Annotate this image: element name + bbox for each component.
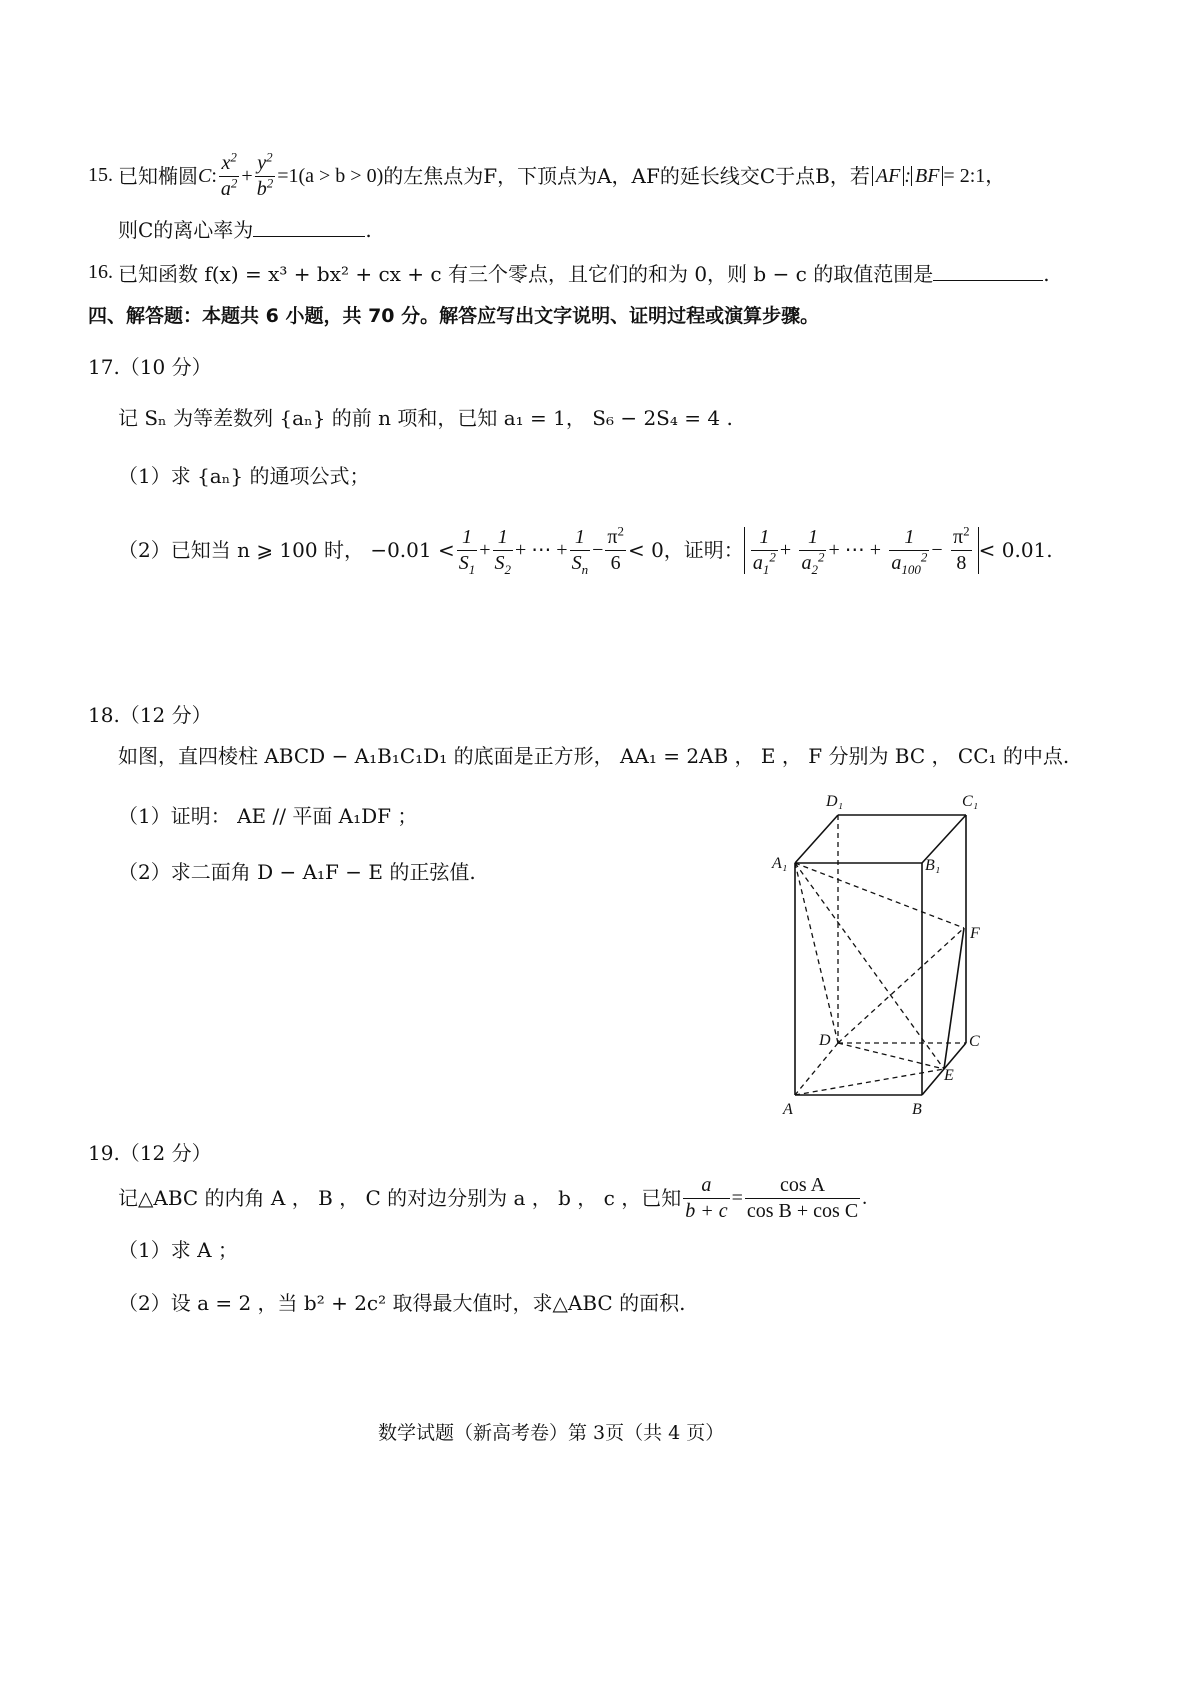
label-a: A [783, 1101, 793, 1118]
q18-part1: （1）证明： AE // 平面 A₁DF ； [118, 804, 418, 828]
edge-da [795, 1043, 838, 1095]
q19-stem-lead: 记△ABC 的内角 A ， B ， C 的对边分别为 a ， b ， c ，已知 [118, 1186, 682, 1210]
answer-blank[interactable] [933, 262, 1043, 281]
q17-part1: （1）求 {aₙ} 的通项公式； [118, 464, 370, 488]
segment-df [838, 928, 964, 1043]
label-d1: D₁ [826, 793, 844, 810]
segment-a1d [795, 863, 838, 1043]
q17-stem: 记 Sₙ 为等差数列 {aₙ} 的前 n 项和，已知 a₁ = 1， S₆ − 2S₄ = 4 . [118, 406, 733, 430]
q19-frac-left: $\frac{a}{b + c}$ [685, 1173, 728, 1222]
label-d: D [819, 1032, 831, 1049]
q15-line2 [118, 218, 372, 240]
q18-stem: 如图，直四棱柱 ABCD − A₁B₁C₁D₁ 的底面是正方形， AA₁ = 2AB ， E ， F 分别为 BC ， CC₁ 的中点. [118, 744, 1070, 768]
q15-ellipse-name: C [198, 165, 212, 187]
q15-tail: 的左焦点为F，下顶点为A，AF的延长线交C于点B，若 [383, 164, 870, 188]
edge-c1b1 [922, 815, 966, 863]
q19-part2: （2）设 a = 2 ，当 b² + 2c² 取得最大值时，求△ABC 的面积. [118, 1291, 686, 1315]
q19-part1: （1）求 A ； [118, 1238, 238, 1262]
q15-frac-y: $\frac{y^2}{b^2}$ [256, 148, 274, 200]
answer-blank[interactable] [253, 218, 365, 237]
q19-header: 19.（12 分） [88, 1141, 212, 1165]
label-e: E [944, 1067, 954, 1084]
q15-line2-text: 则C的离心率为 [118, 218, 254, 242]
q15-number: 15. [88, 164, 113, 186]
label-c: C [969, 1033, 980, 1050]
q17-part2-mid: < 0，证明： [627, 538, 744, 562]
q16-number: 16. [88, 261, 113, 283]
q16-line [118, 262, 1050, 284]
q17-abs-expression: $\frac{1}{a_1^2}$ + $\frac{1}{a_2^2}$ + ⋯ + $\frac{1}{a_{100}^2}$ − $\frac{\pi^2}{8}$ [744, 527, 979, 574]
q17-header: 17.（10 分） [88, 355, 212, 379]
q15-line2-end: . [365, 218, 372, 242]
label-b1: B₁ [925, 857, 941, 874]
label-f: F [970, 925, 980, 942]
label-a1: A₁ [772, 855, 788, 872]
q15-lead: 已知椭圆 [118, 164, 198, 188]
edge-d1a1 [795, 815, 838, 863]
q15-frac-x: $\frac{x^2}{a^2}$ [220, 148, 238, 200]
q18-part2: （2）求二面角 D − A₁F − E 的正弦值. [118, 860, 476, 884]
section-heading: 四、解答题：本题共 6 小题，共 70 分。解答应写出文字说明、证明过程或演算步骤。 [88, 305, 820, 327]
q19-stem: 记△ABC 的内角 A ， B ， C 的对边分别为 a ， b ， c ，已知 $\frac{a}{b + c}$ = $\frac{\text{cos A}}{\text{cos B + cos C}}$ . [118, 1173, 868, 1222]
q17-part2-lead: （2）已知当 n ⩾ 100 时， −0.01 < [118, 538, 455, 562]
q15-colon: : [211, 165, 217, 187]
q19-frac-right: $\frac{\text{cos A}}{\text{cos B + cos C}}$ [746, 1173, 859, 1222]
q16-text: 已知函数 f(x) = x³ + bx² + cx + c 有三个零点，且它们的和为 0，则 b − c 的取值范围是 [118, 262, 934, 286]
prism-figure [770, 780, 1000, 1130]
q16-end: . [1043, 262, 1050, 286]
label-c1: C₁ [962, 793, 979, 810]
q17-part2-end: < 0.01. [978, 538, 1053, 562]
q17-part2: （2）已知当 n ⩾ 100 时， −0.01 < $\frac{1}{S_1}$ + $\frac{1}{S_2}$ + ⋯ + $\frac{1}{S_n}$ − $\frac{\pi^2}{6}$ < 0，证明： $\frac{1}{a_1^2}$ + $\frac{1}{a_2^2}$ + ⋯ + $\frac{1}{a_{100}^2}$ − $\frac{\pi^2}{8}$ < 0.01. [118, 522, 1053, 577]
page-footer: 数学试题（新高考卷）第 3页（共 4 页） [378, 1422, 725, 1444]
q15-ratio: = 2:1， [943, 165, 1006, 187]
q18-header: 18.（12 分） [88, 703, 212, 727]
q15-eq-rest: =1(a > b > 0) [277, 165, 384, 187]
q15-line1: 已知椭圆 C : $\frac{x^2}{a^2}$ + $\frac{y^2}{b^2}$ =1(a > b > 0) 的左焦点为F，下顶点为A，AF的延长线交C于点B，若 AF : BF = 2:1， [118, 148, 1006, 200]
label-b: B [912, 1101, 922, 1118]
